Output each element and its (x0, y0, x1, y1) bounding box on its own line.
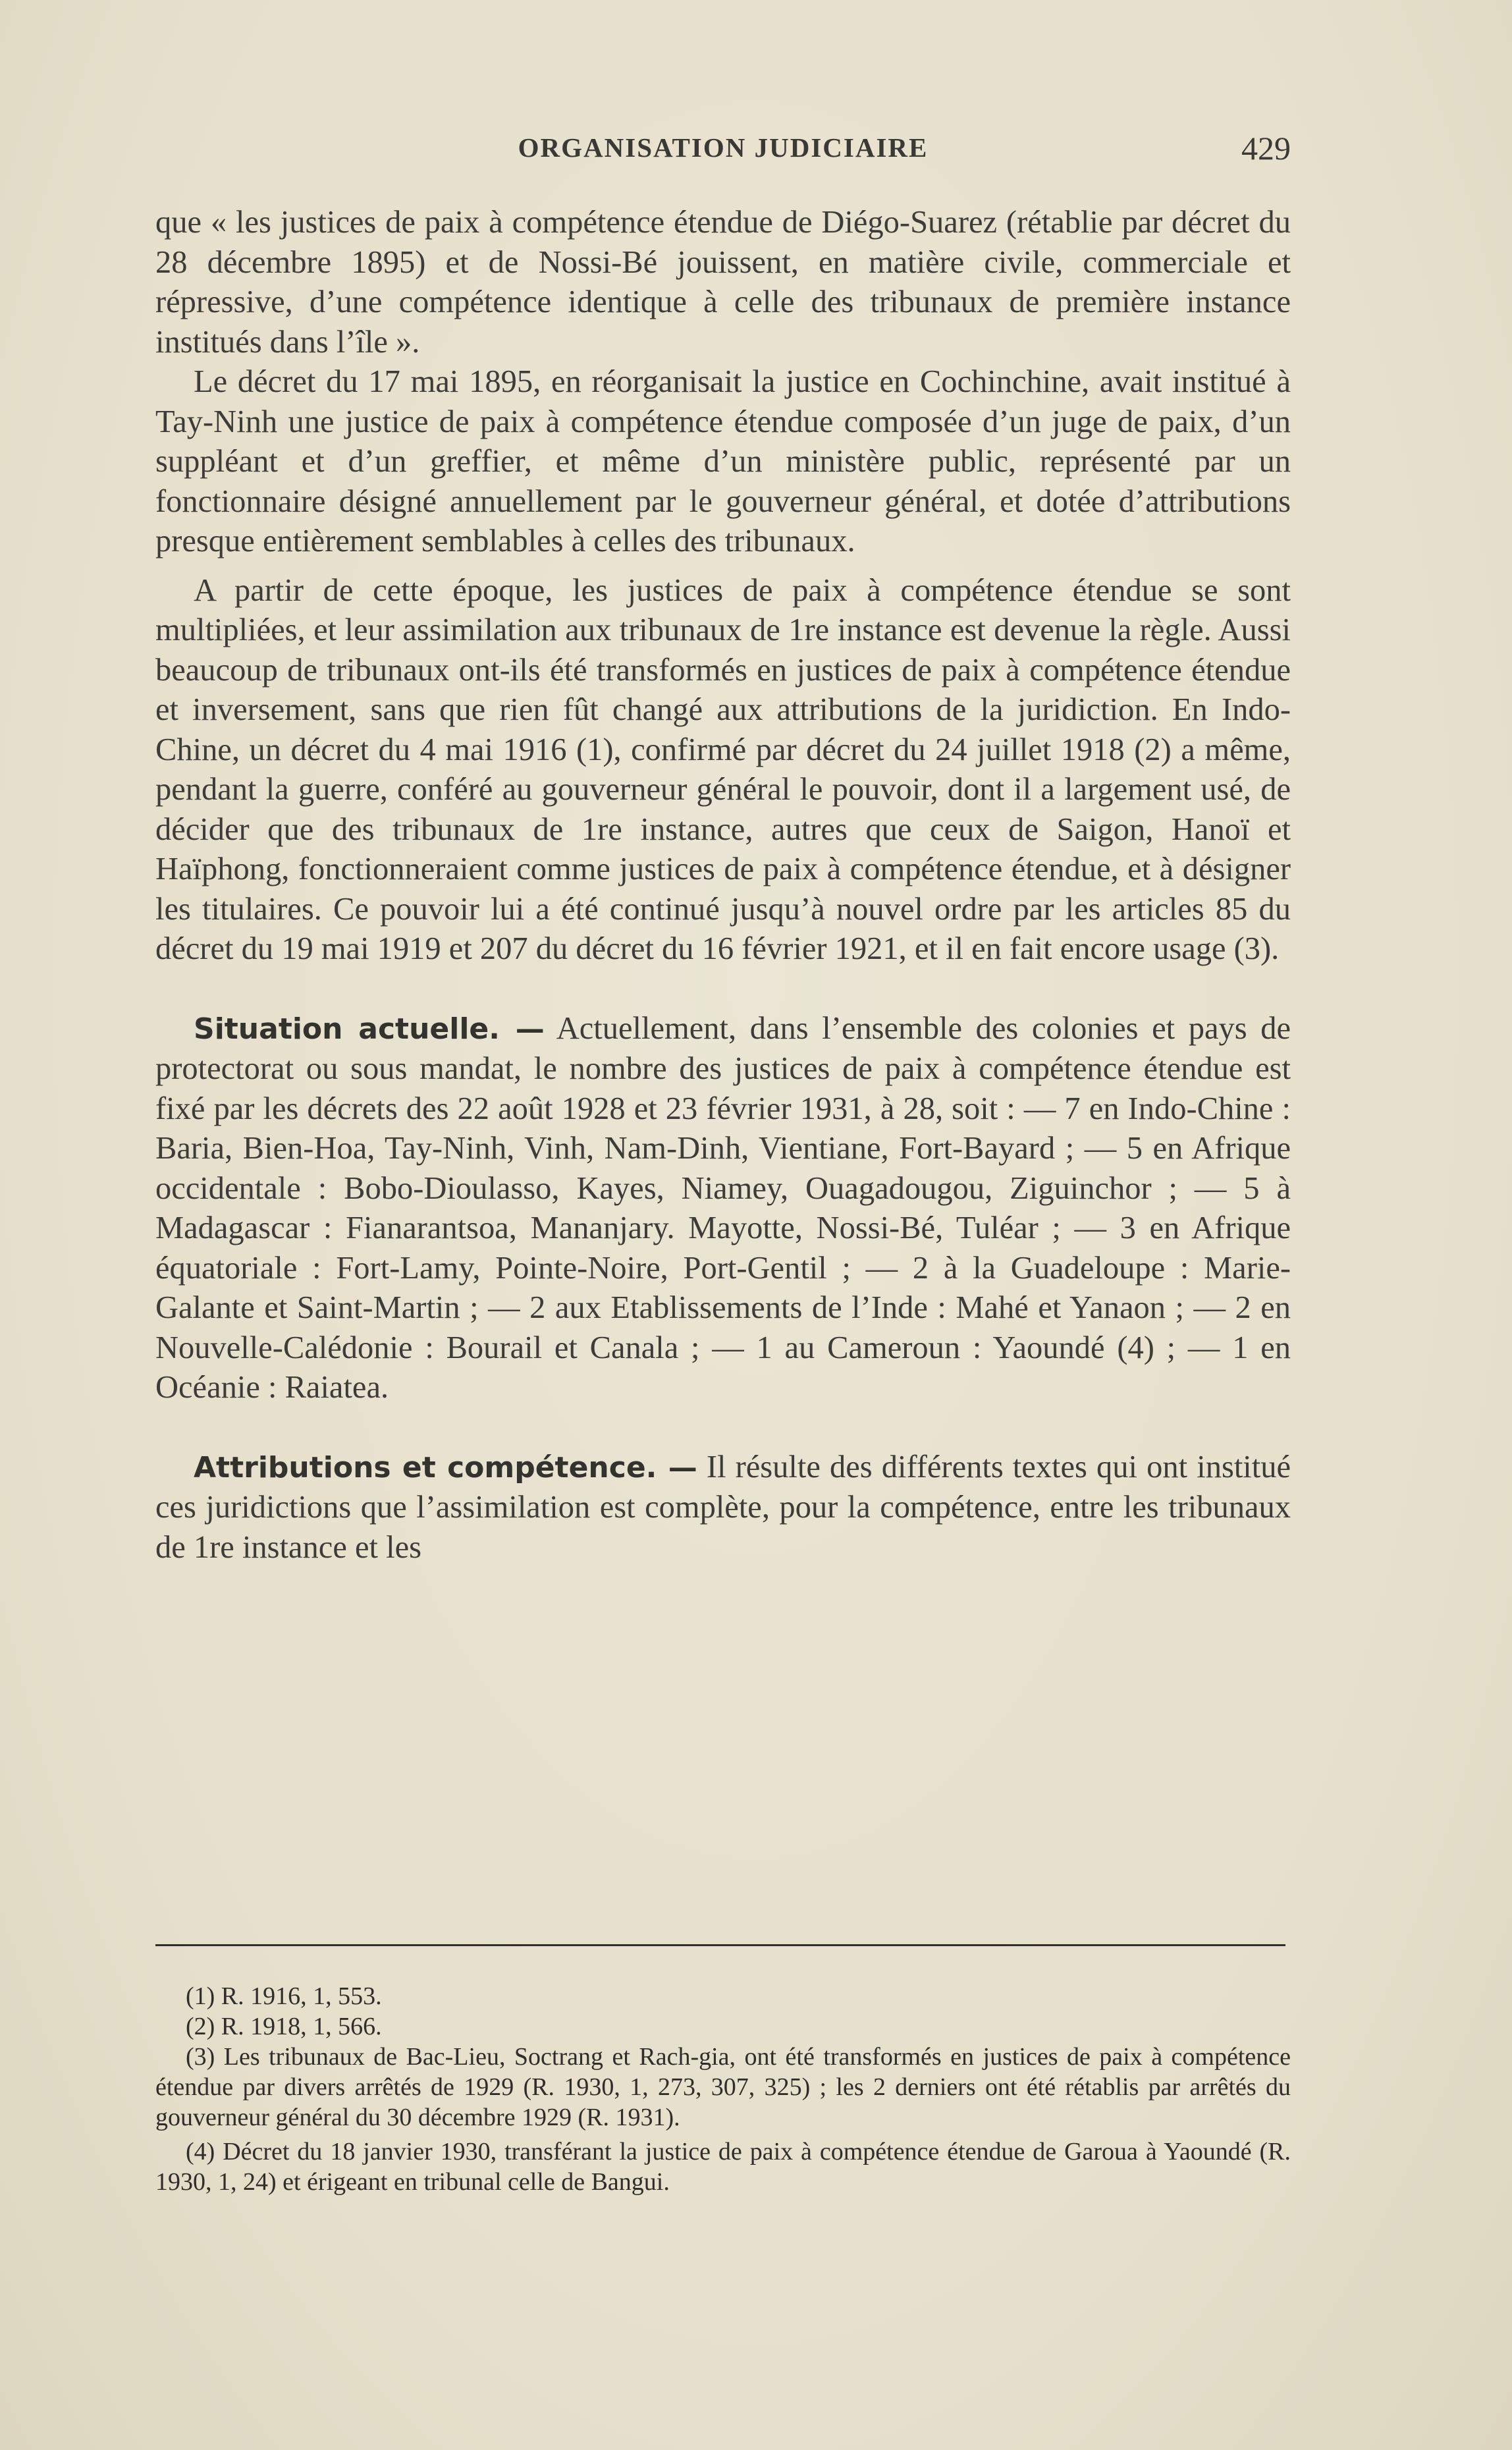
section-attributions (155, 1448, 1291, 1568)
footnotes (155, 1981, 1291, 2197)
body-text (155, 203, 1291, 1567)
paragraph-situation-text: Actuellement, dans l’ensemble des colonies et pays de protectorat ou sous mandat, le nombre des justices de paix à compétence étendue est fixé par les décrets des 22 août 1928 et 23 février 1931, à 28, soit : — 7 en Indo-Chine : Baria, Bien-Hoa, Tay-Ninh, Vinh, Nam-Dinh, Vientiane, Fort-Bayard ; — 5 en Afrique occidentale : Bobo-Dioulasso, Kayes, Niamey, Ouagadougou, Ziguinchor ; — 5 à Madagascar : Fianarantsoa, Mananjary. Mayotte, Nossi-Bé, Tuléar ; — 3 en Afrique équatoriale : Fort-Lamy, Pointe-Noire, Port-Gentil ; — 2 à la Guadeloupe : Marie-Galante et Saint-Martin ; — 2 aux Etablissements de l’Inde : Mahé et Yanaon ; — 2 en Nouvelle-Calédonie : Bourail et Canala ; — 1 au Cameroun : Yaoundé (4) ; — 1 en Océanie : Raiatea. (155, 1010, 1291, 1405)
footnote-1: (1) R. 1916, 1, 553. (186, 1982, 382, 2010)
footnote-4: (4) Décret du 18 janvier 1930, transférant la justice de paix à compétence étendue de Garoua à Yaoundé (R. 1930, 1, 24) et érigeant en tribunal celle de Bangui. (155, 2138, 1291, 2196)
page-header (155, 132, 1291, 171)
footnote-rule (155, 1944, 1285, 1946)
run-head-attributions: Attributions et compétence. — (194, 1450, 697, 1484)
section-situation-actuelle (155, 1009, 1291, 1408)
run-head-situation: Situation actuelle. — (194, 1012, 545, 1046)
paragraph-continued: que « les justices de paix à compétence étendue de Diégo-Suarez (rétablie par décret du 28 décembre 1895) et de Nossi-Bé jouissent, en matière civile, commerciale et répressive, d’une compétence identique à celle des tribunaux de première instance institués dans l’île ». (155, 205, 1291, 360)
paragraph-attributions-text: Il résulte des différents textes qui ont institué ces juridictions que l’assimilation est complète, pour la compétence, entre les tribunaux de 1re instance et les (155, 1449, 1291, 1565)
paragraph-assimilation: A partir de cette époque, les justices de paix à compétence étendue se sont multipliées, et leur assimilation aux tribunaux de 1re instance est devenue la règle. Aussi beaucoup de tribunaux ont-ils été transformés en justices de paix à compétence étendue et inversement, sans que rien fût changé aux attributions de la juridiction. En Indo-Chine, un décret du 4 mai 1916 (1), confirmé par décret du 24 juillet 1918 (2) a même, pendant la guerre, conféré au gouverneur général le pouvoir, dont il a largement usé, de décider que des tribunaux de 1re instance, autres que ceux de Saigon, Hanoï et Haïphong, fonctionneraient comme justices de paix à compétence étendue, et à désigner les titulaires. Ce pouvoir lui a été continué jusqu’à nouvel ordre par les articles 85 du décret du 19 mai 1919 et 207 du décret du 16 février 1921, et il en fait encore usage (3). (155, 572, 1291, 966)
footnote-3: (3) Les tribunaux de Bac-Lieu, Soctrang et Rach-gia, ont été transformés en justices de paix à compétence étendue par divers arrêtés de 1929 (R. 1930, 1, 273, 307, 325) ; les 2 derniers ont été rétablis par arrêtés du gouverneur général du 30 décembre 1929 (R. 1931). (155, 2043, 1291, 2131)
page-number: 429 (1241, 130, 1291, 167)
paragraph-decree-1895: Le décret du 17 mai 1895, en réorganisait la justice en Cochinchine, avait institué à Tay-Ninh une justice de paix à compétence étendue composée d’un juge de paix, d’un suppléant et d’un greffier, et même d’un ministère public, représenté par un fonctionnaire désigné annuellement par le gouverneur général, et dotée d’attributions presque entièrement semblables à celles des tribunaux. (155, 364, 1291, 558)
running-title: ORGANISATION JUDICIAIRE (518, 132, 929, 163)
footnote-2: (2) R. 1918, 1, 566. (186, 2013, 382, 2040)
